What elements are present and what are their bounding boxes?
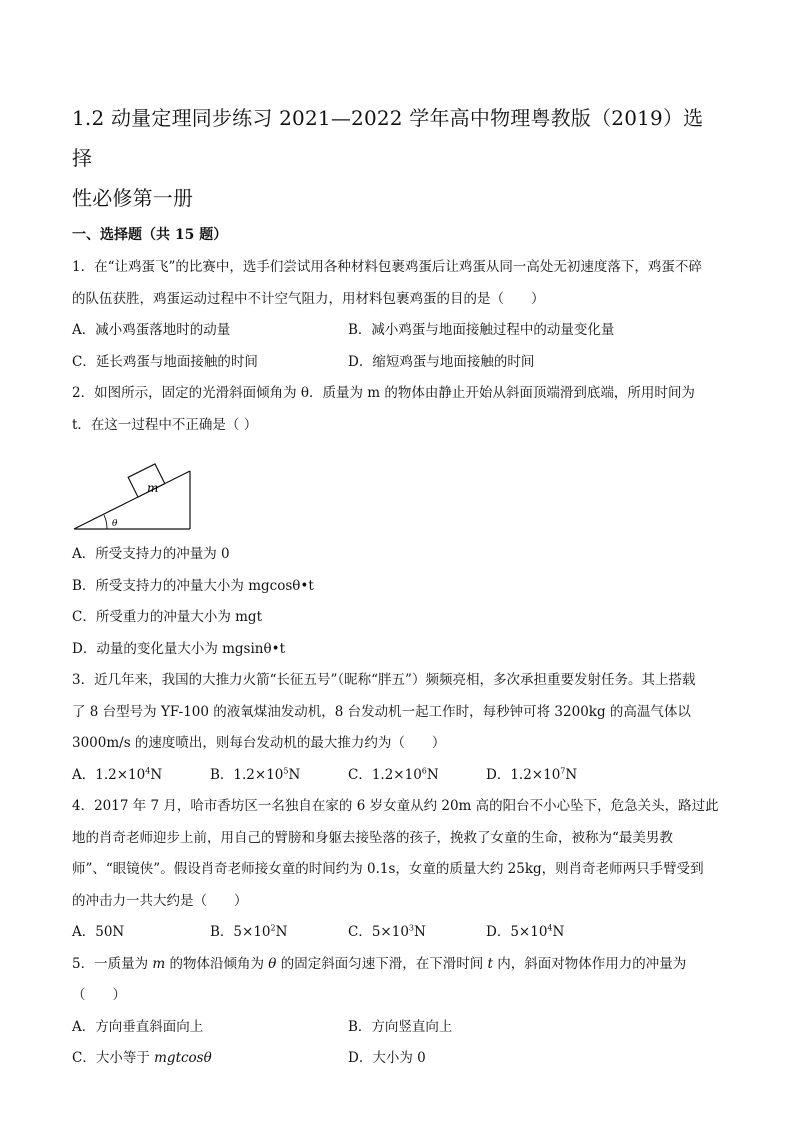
q4-option-c: C．$5\times 10^3N$ <box>348 923 426 940</box>
title-line-2: 性必修第一册 <box>72 186 194 210</box>
q4-stem-line-4: 的冲击力一共大约是（ ） <box>72 892 248 909</box>
q2-stem-line-1: 2．如图所示，固定的光滑斜面倾角为 θ．质量为 m 的物体由静止开始从斜面顶端滑到底端，所用时间为 <box>72 385 695 401</box>
block-label: m <box>147 481 159 495</box>
q4-option-d: D．$5\times 10^4N$ <box>486 923 565 940</box>
q5-option-b: B．方向竖直向上 <box>348 1018 453 1035</box>
q5-stem-line-1: 5．一质量为 m 的物体沿倾角为 θ 的固定斜面匀速下滑，在下滑时间 t 内，斜面对物体作用力的冲量为 <box>72 955 687 972</box>
q3-option-a: A．$1.2\times 10^4N$ <box>72 766 163 783</box>
incline-figure <box>72 443 722 535</box>
q4-option-a: A．50N <box>72 924 125 940</box>
question-1 <box>72 252 722 378</box>
question-2 <box>72 378 722 665</box>
q1-option-b: B．减小鸡蛋与地面接触过程中的动量变化量 <box>348 322 615 338</box>
q3-stem-line-2: 了 8 台型号为 YF-100 的液氧煤油发动机，8 台发动机一起工作时，每秒钟可将 3200kg 的高温气体以 <box>72 703 691 720</box>
q3-options-row <box>72 760 722 792</box>
section-heading: 一、选择题（共 15 题） <box>72 227 228 243</box>
q4-option-b: B．$5\times 10^2N$ <box>210 923 288 940</box>
document-title <box>72 98 722 218</box>
q2-option-b: B．所受支持力的冲量大小为 mgcosθ•t <box>72 577 314 594</box>
q2-option-a: A．所受支持力的冲量为 0 <box>72 546 230 562</box>
q5-stem-line-2: （ ） <box>72 987 126 1003</box>
q3-option-d: D．$1.2\times 10^7N$ <box>486 766 578 783</box>
q3-stem-line-3: 3000m/s 的速度喷出，则每台发动机的最大推力约为（ ） <box>72 735 446 751</box>
q1-option-d: D．缩短鸡蛋与地面接触的时间 <box>348 353 535 370</box>
q1-stem-line-2: 的队伍获胜，鸡蛋运动过程中不计空气阻力，用材料包裹鸡蛋的目的是（ ） <box>72 290 545 307</box>
q3-option-b: B．$1.2\times 10^5N$ <box>210 766 301 783</box>
q2-option-c: C．所受重力的冲量大小为 mgt <box>72 609 262 625</box>
question-3 <box>72 665 722 791</box>
q4-stem-line-3: 师”、“眼镜侠”。假设肖奇老师接女童的时间约为 0.1s，女童的质量大约 25kg，则肖奇老师两只手臂受到 <box>72 861 704 877</box>
q1-option-c: C．延长鸡蛋与地面接触的时间 <box>72 353 258 370</box>
worksheet-page <box>72 98 722 1075</box>
incline-diagram <box>72 443 202 535</box>
q4-stem-line-2: 地的肖奇老师迎步上前，用自己的臂膀和身躯去接坠落的孩子，挽救了女童的生命，被称为“最美男教 <box>72 829 673 846</box>
q1-options-row-2 <box>72 347 722 379</box>
question-5 <box>72 949 722 1075</box>
question-4 <box>72 791 722 949</box>
q1-options-row-1 <box>72 315 722 347</box>
angle-label: θ <box>112 519 118 529</box>
q3-option-c: C．$1.2\times 10^6N$ <box>348 766 439 783</box>
q4-stem-line-1: 4．2017 年 7 月，哈市香坊区一名独自在家的 6 岁女童从约 20m 高的阳台不小心坠下，危急关头，路过此 <box>72 798 719 814</box>
q1-stem-line-1: 1．在“让鸡蛋飞”的比赛中，选手们尝试用各种材料包裹鸡蛋后让鸡蛋从同一高处无初速度落下，鸡蛋不碎 <box>72 259 702 275</box>
q2-option-d: D．动量的变化量大小为 mgsinθ•t <box>72 640 286 657</box>
q5-options-row-2 <box>72 1043 722 1075</box>
q1-option-a: A．减小鸡蛋落地时的动量 <box>72 322 231 338</box>
q5-option-a: A．方向垂直斜面向上 <box>72 1018 204 1035</box>
q5-option-c: C．大小等于 mgtcosθ <box>72 1050 212 1066</box>
q5-option-d: D．大小为 0 <box>348 1050 426 1066</box>
angle-arc <box>104 515 107 529</box>
q5-options-row-1 <box>72 1012 722 1044</box>
q3-stem-line-1: 3．近几年来，我国的大推力火箭“长征五号”（昵称“胖五”）频频亮相，多次承担重要发射任务。其上搭载 <box>72 672 696 688</box>
q2-stem-line-2: t．在这一过程中不正确是（ ） <box>72 416 258 433</box>
q4-options-row <box>72 917 722 949</box>
title-line-1: 1.2 动量定理同步练习 2021—2022 学年高中物理粤教版（2019）选择 <box>72 106 704 170</box>
